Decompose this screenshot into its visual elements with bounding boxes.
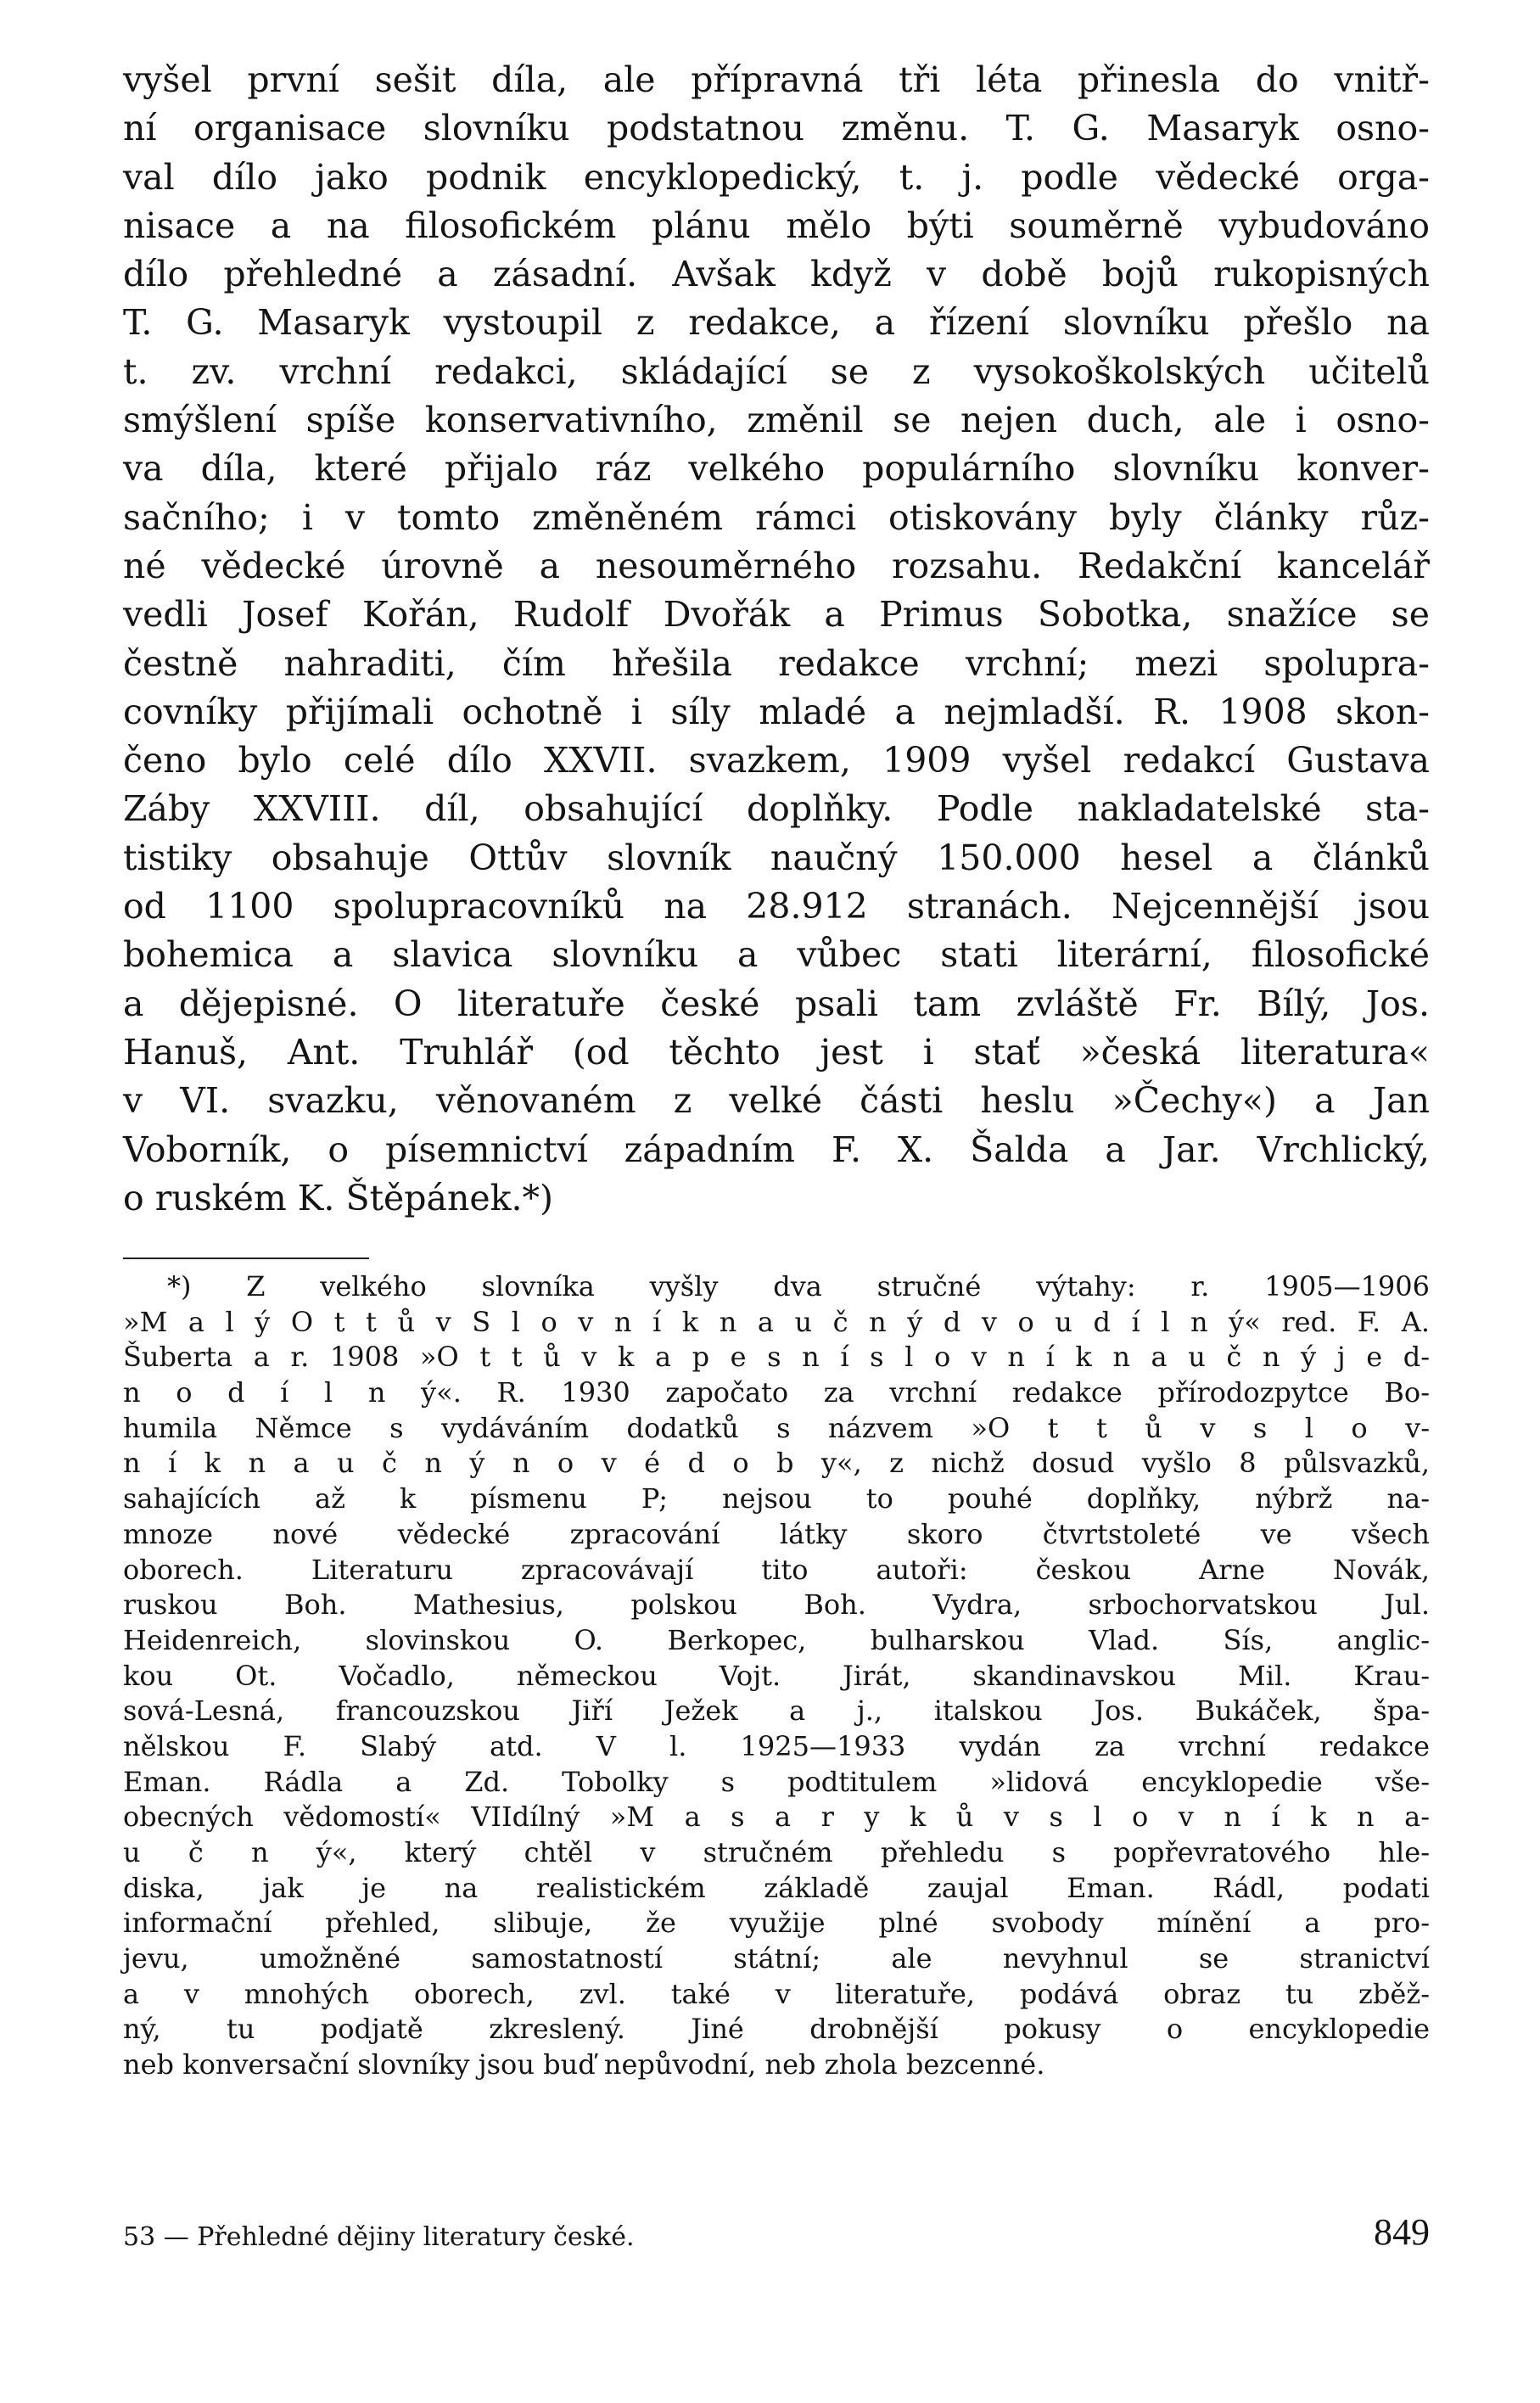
footnote-divider	[123, 1258, 369, 1259]
text-line: Voborník, o písemnictví západním F. X. Šalda a Jar. Vrchlický,	[123, 1129, 1430, 1170]
text-line: v VI. svazku, věnovaném z velké části heslu »Čechy«) a Jan	[123, 1080, 1430, 1122]
text-line: tistiky obsahuje Ottův slovník naučný 150.000 hesel a článků	[123, 837, 1430, 878]
text-line: va díla, které přijalo ráz velkého populárního slovníku konver-	[123, 448, 1430, 490]
footnote-line: »M a l ý O t t ů v S l o v n í k n a u č n ý d v o u d í l n ý« red. F. A.	[123, 1305, 1430, 1338]
text-line: val dílo jako podnik encyklopedický, t. j. podle vědecké orga-	[123, 156, 1430, 198]
text-line: čeno bylo celé dílo XXVII. svazkem, 1909 vyšel redakcí Gustava	[123, 740, 1430, 781]
text-line: t. zv. vrchní redakci, skládající se z vysokoškolských učitelů	[123, 350, 1430, 392]
footnote-line: diska, jak je na realistickém základě zaujal Eman. Rádl, podati	[123, 1871, 1430, 1904]
page-number: 849	[1374, 2211, 1430, 2253]
text-line: smýšlení spíše konservativního, změnil se nejen duch, ale i osno-	[123, 400, 1430, 441]
footnote-line: oborech. Literaturu zpracovávají tito autoři: českou Arne Novák,	[123, 1553, 1430, 1586]
text-line: vedli Josef Kořán, Rudolf Dvořák a Primus Sobotka, snažíce se	[123, 594, 1430, 636]
text-line: covníky přijímali ochotně i síly mladé a nejmladší. R. 1908 skon-	[123, 691, 1430, 732]
footnote-line: ný, tu podjatě zkreslený. Jiné drobnější pokusy o encyklopedie	[123, 2013, 1430, 2046]
footnote-line: Heidenreich, slovinskou O. Berkopec, bulharskou Vlad. Sís, anglic-	[123, 1623, 1430, 1656]
footnote-line: n í k n a u č n ý n o v é d o b y«, z nichž dosud vyšlo 8 půlsvazků,	[123, 1447, 1430, 1480]
text-line: ní organisace slovníku podstatnou změnu. T. G. Masaryk osno-	[123, 108, 1430, 149]
footnote-line: *) Z velkého slovníka vyšly dva stručné výtahy: r. 1905—1906	[167, 1270, 1430, 1302]
text-line: Hanuš, Ant. Truhlář (od těchto jest i stať »česká literatura«	[123, 1031, 1430, 1073]
footnote-line: Šuberta a r. 1908 »O t t ů v k a p e s n í s l o v n í k n a u č n ý j e d-	[123, 1341, 1430, 1374]
text-line: a dějepisné. O literatuře české psali tam zvláště Fr. Bílý, Jos.	[123, 983, 1430, 1024]
footnote-line: u č n ý«, který chtěl v stručném přehledu s popřevratového hle-	[123, 1836, 1430, 1868]
footnote	[123, 1269, 1430, 2083]
footnote-line: informační přehled, slibuje, že využije plné svobody mínění a pro-	[123, 1907, 1430, 1940]
footnote-line: n o d í l n ý«. R. 1930 započato za vrchní redakce přírodozpytce Bo-	[123, 1376, 1430, 1409]
text-line: o ruském K. Štěpánek.*)	[123, 1177, 554, 1218]
footnote-line: nělskou F. Slabý atd. V l. 1925—1933 vydán za vrchní redakce	[123, 1729, 1430, 1762]
footnote-line: sahajících až k písmenu P; nejsou to pouhé doplňky, nýbrž na-	[123, 1482, 1430, 1515]
text-line: T. G. Masaryk vystoupil z redakce, a řízení slovníku přešlo na	[123, 302, 1430, 344]
footnote-line: sová-Lesná, francouzskou Jiří Ježek a j., italskou Jos. Bukáček, špa-	[123, 1694, 1430, 1728]
text-line: nisace a na filosofickém plánu mělo býti souměrně vybudováno	[123, 204, 1430, 246]
footnote-line: mnoze nové vědecké zpracování látky skoro čtvrtstoleté ve všech	[123, 1517, 1430, 1550]
text-line: dílo přehledné a zásadní. Avšak když v době bojů rukopisných	[123, 254, 1430, 295]
text-line: čestně nahraditi, čím hřešila redakce vrchní; mezi spolupra-	[123, 642, 1430, 684]
text-line: bohemica a slavica slovníku a vůbec stati literární, filosofické	[123, 934, 1430, 976]
footnote-line: humila Němce s vydáváním dodatků s názvem »O t t ů v s l o v-	[123, 1411, 1430, 1444]
main-text	[123, 56, 1430, 1223]
text-line: od 1100 spolupracovníků na 28.912 stranách. Nejcennější jsou	[123, 886, 1430, 927]
text-line: Záby XXVIII. díl, obsahující doplňky. Podle nakladatelské sta-	[123, 788, 1430, 830]
footnote-line: kou Ot. Vočadlo, německou Vojt. Jirát, skandinavskou Mil. Krau-	[123, 1659, 1430, 1692]
footnote-line: obecných vědomostí« VIIdílný »M a s a r y k ů v s l o v n í k n a-	[123, 1801, 1430, 1834]
text-line: né vědecké úrovně a nesouměrného rozsahu. Redakční kancelář	[123, 545, 1430, 586]
text-line: sačního; i v tomto změněném rámci otiskovány byly články růz-	[123, 496, 1430, 538]
text-line: vyšel první sešit díla, ale přípravná tři léta přinesla do vnitř-	[123, 59, 1430, 100]
footnote-line: neb konversační slovníky jsou buď nepůvodní, neb zhola bezcenné.	[123, 2048, 1045, 2081]
footnote-line: a v mnohých oborech, zvl. také v literatuře, podává obraz tu zběž-	[123, 1977, 1430, 2010]
footnote-line: ruskou Boh. Mathesius, polskou Boh. Vydra, srbochorvatskou Jul.	[123, 1588, 1430, 1622]
footnote-line: Eman. Rádla a Zd. Tobolky s podtitulem »lidová encyklopedie vše-	[123, 1765, 1430, 1798]
footnote-line: jevu, umožněné samostatností státní; ale nevyhnul se stranictví	[123, 1942, 1430, 1975]
signature-mark: 53 — Přehledné dějiny literatury české.	[123, 2222, 635, 2252]
